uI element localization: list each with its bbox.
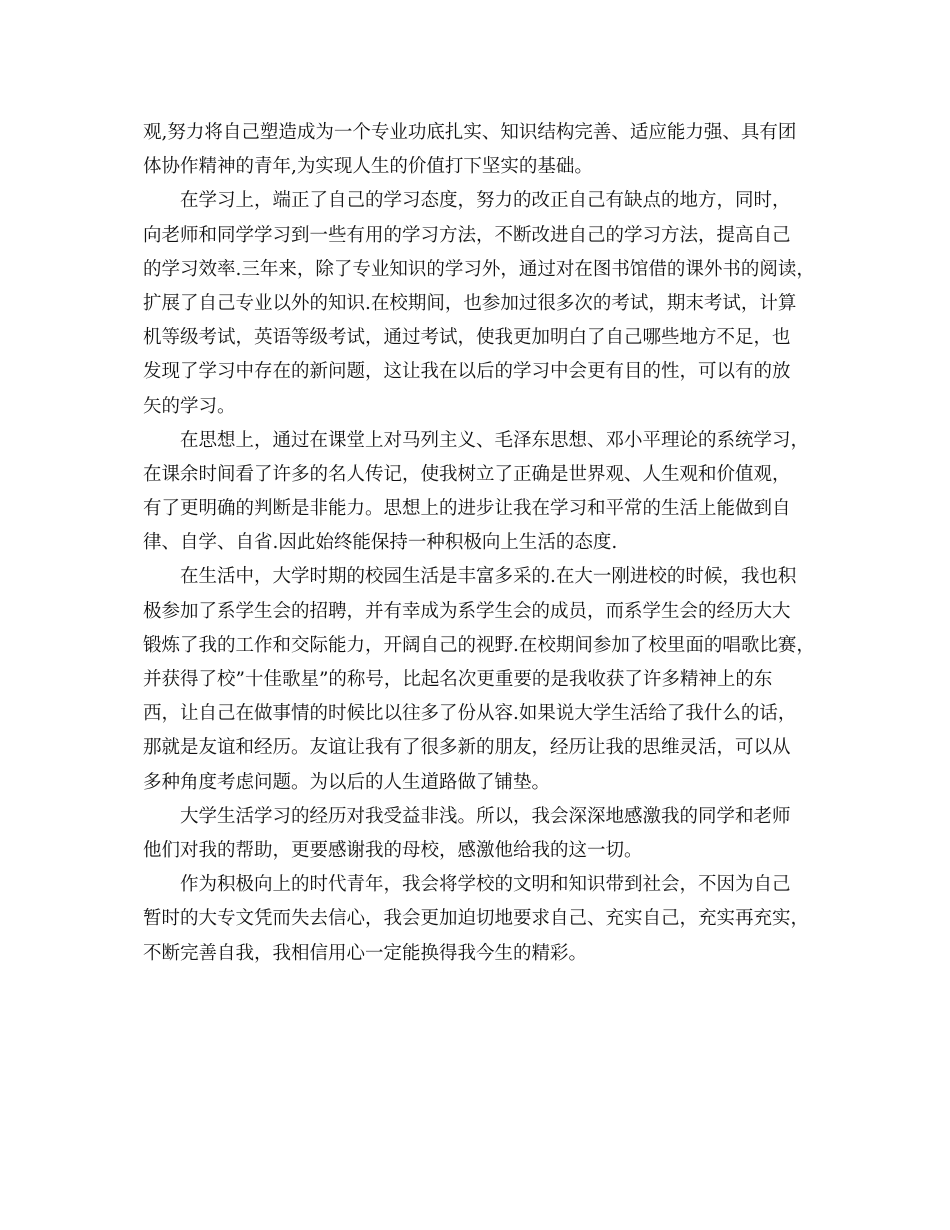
text-line: 矢的学习。: [143, 395, 236, 417]
text-line: 在课余时间看了许多的名人传记，使我树立了正确是世界观、人生观和价值观，: [143, 463, 791, 485]
text-line: 体协作精神的青年,为实现人生的价值打下坚实的基础。: [143, 156, 593, 178]
text-line: 暂时的大专文凭而失去信心，我会更加迫切地要求自己、充实自己，充实再充实，: [143, 908, 810, 930]
text-line: 机等级考试，英语等级考试，通过考试，使我更加明白了自己哪些地方不足，也: [143, 327, 791, 349]
text-line: 观,努力将自己塑造成为一个专业功底扎实、知识结构完善、适应能力强、具有团: [143, 122, 797, 143]
text-line: 西，让自己在做事情的时候比以往多了份从容.如果说大学生活给了我什么的话，: [143, 703, 797, 725]
text-line: 并获得了校”十佳歌星”的称号，比起名次更重要的是我收获了许多精神上的东: [143, 669, 773, 690]
text-line: 向老师和同学学习到一些有用的学习方法，不断改进自己的学习方法，提高自己: [143, 224, 791, 246]
text-line: 作为积极向上的时代青年，我会将学校的文明和知识带到社会，不因为自己: [180, 874, 791, 896]
text-line: 发现了学习中存在的新问题，这让我在以后的学习中会更有目的性，可以有的放: [143, 361, 791, 383]
document-body: [143, 116, 823, 971]
text-line: 律、自学、自省.因此始终能保持一种积极向上生活的态度.: [143, 532, 618, 554]
text-line: 有了更明确的判断是非能力。思想上的进步让我在学习和平常的生活上能做到自: [143, 498, 791, 520]
text-line: 在学习上，端正了自己的学习态度，努力的改正自己有缺点的地方，同时，: [180, 190, 791, 212]
text-line: 那就是友谊和经历。友谊让我有了很多新的朋友，经历让我的思维灵活，可以从: [143, 737, 791, 759]
text-line: 的学习效率.三年来，除了专业知识的学习外，通过对在图书馆借的课外书的阅读，: [143, 258, 815, 280]
text-line: 扩展了自己专业以外的知识.在校期间，也参加过很多次的考试，期末考试，计算: [143, 292, 797, 314]
text-line: 多种角度考虑问题。为以后的人生道路做了铺垫。: [143, 771, 551, 793]
text-line: 锻炼了我的工作和交际能力，开阔自己的视野.在校期间参加了校里面的唱歌比赛，: [143, 634, 815, 656]
text-line: 不断完善自我，我相信用心一定能换得我今生的精彩。: [143, 942, 588, 964]
text-line: 在思想上，通过在课堂上对马列主义、毛泽东思想、邓小平理论的系统学习，: [180, 429, 810, 451]
text-line: 极参加了系学生会的招聘，并有幸成为系学生会的成员，而系学生会的经历大大: [143, 600, 791, 622]
text-line: 他们对我的帮助，更要感谢我的母校，感激他给我的这一切。: [143, 839, 643, 861]
text-line: 大学生活学习的经历对我受益非浅。所以，我会深深地感激我的同学和老师: [180, 805, 791, 827]
text-line: 在生活中，大学时期的校园生活是丰富多采的.在大一刚进校的时候，我也积: [180, 566, 797, 588]
